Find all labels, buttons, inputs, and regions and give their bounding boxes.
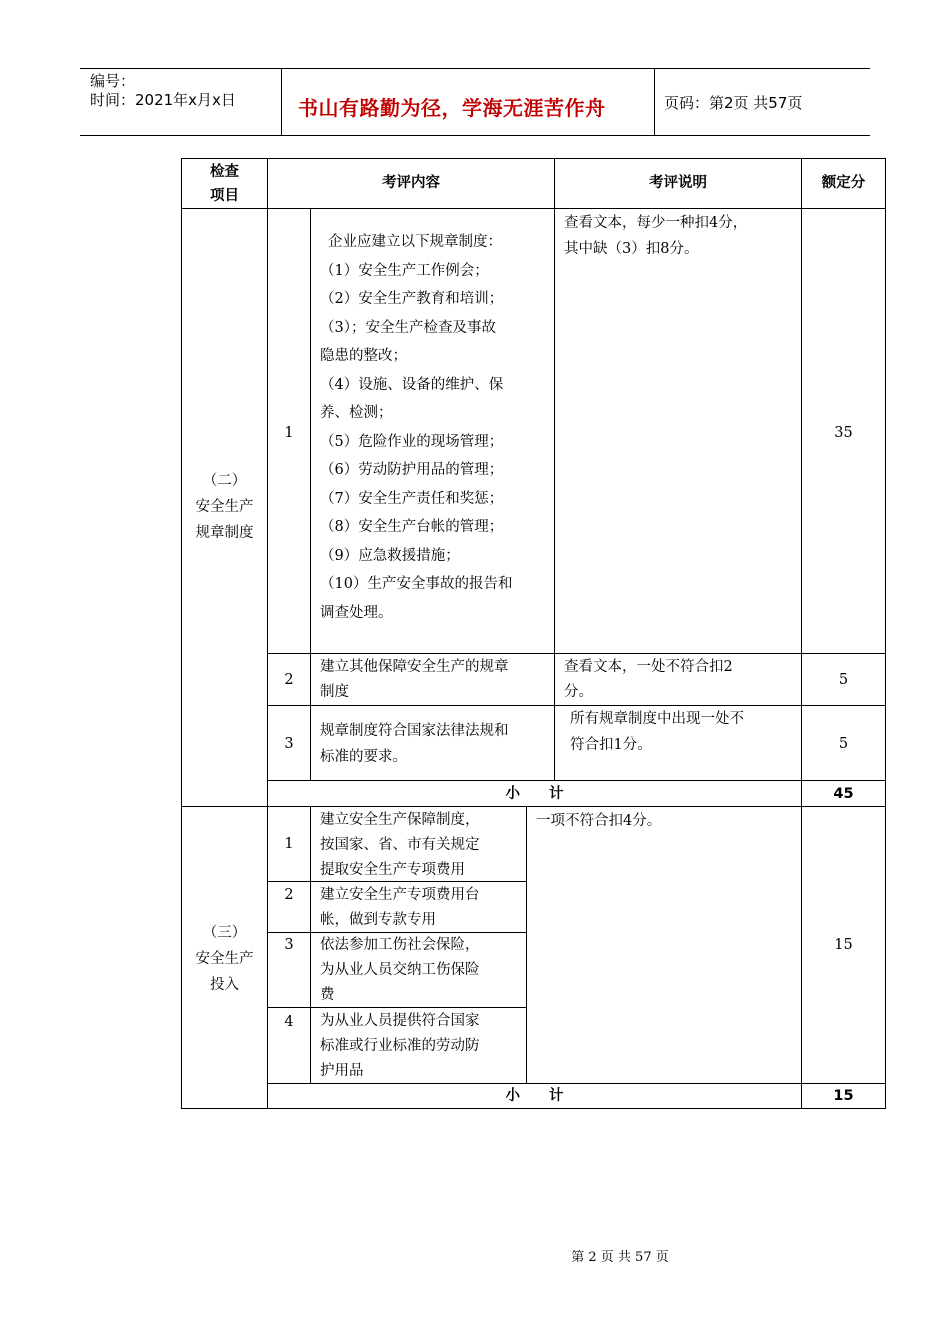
col-header-content: 考评内容	[382, 175, 440, 191]
assessment-note: 所有规章制度中出现一处不 符合扣1分。	[570, 711, 744, 753]
row-number: 2	[284, 672, 294, 688]
header-motto: 书山有路勤为径，学海无涯苦作舟	[298, 96, 606, 120]
content-text: 建立其他保障安全生产的规章 制度	[320, 659, 509, 700]
doc-time-label: 时间：2021年x月x日	[90, 91, 236, 109]
page-footer: 第 2 页 共 57 页	[571, 1250, 669, 1265]
assessment-note: 查看文本，一处不符合扣2 分。	[564, 659, 733, 700]
col-header-note: 考评说明	[649, 175, 707, 191]
content-text: 为从业人员提供符合国家 标准或行业标准的劳动防 护用品	[320, 1013, 480, 1079]
score-value: 5	[838, 736, 849, 752]
score-value: 15	[834, 937, 853, 953]
row-number: 2	[284, 887, 294, 903]
subtotal-label: 小 计	[505, 786, 564, 802]
subtotal-value: 15	[833, 1088, 854, 1104]
col-header-score: 额定分	[821, 175, 866, 191]
row-number: 3	[284, 937, 294, 953]
row-number: 3	[284, 736, 294, 752]
content-text: 规章制度符合国家法律法规和 标准的要求。	[320, 723, 509, 765]
row-number: 1	[284, 836, 294, 852]
page-indicator: 页码：第2页 共57页	[664, 94, 803, 112]
assessment-note: 查看文本，每少一种扣4分， 其中缺（3）扣8分。	[564, 215, 748, 257]
score-value: 35	[834, 425, 853, 441]
assessment-note: 一项不符合扣4分。	[536, 813, 662, 829]
section-title-regulations: （二） 安全生产 规章制度	[195, 473, 254, 541]
content-text: 建立安全生产保障制度， 按国家、省、市有关规定 提取安全生产专项费用	[320, 812, 480, 878]
content-text: 依法参加工伤社会保险， 为从业人员交纳工伤保险 费	[320, 937, 480, 1003]
row-number: 1	[284, 425, 294, 441]
doc-number-label: 编号：	[90, 72, 136, 90]
content-text: 建立安全生产专项费用台 帐，做到专款专用	[320, 887, 480, 928]
regulation-list: 企业应建立以下规章制度： （1）安全生产工作例会； （2）安全生产教育和培训； （3）；安全生产检查及事故 隐患的整改； （4）设施、设备的维护、保 养、检测； （5）危险作业的现场管理； （6）劳动防护用品的管理； （7）安全生产责任和奖惩； （8）安全生产台帐的管理； （9）应急救援措施； （10）生产安全事故的报告和 调查处理。	[320, 234, 513, 621]
subtotal-value: 45	[833, 786, 854, 802]
score-value: 5	[838, 672, 849, 688]
col-header-item: 检查 项目	[210, 164, 239, 204]
row-number: 4	[284, 1014, 294, 1030]
subtotal-label: 小 计	[505, 1088, 564, 1104]
section-title-investment: （三） 安全生产 投入	[195, 925, 254, 993]
